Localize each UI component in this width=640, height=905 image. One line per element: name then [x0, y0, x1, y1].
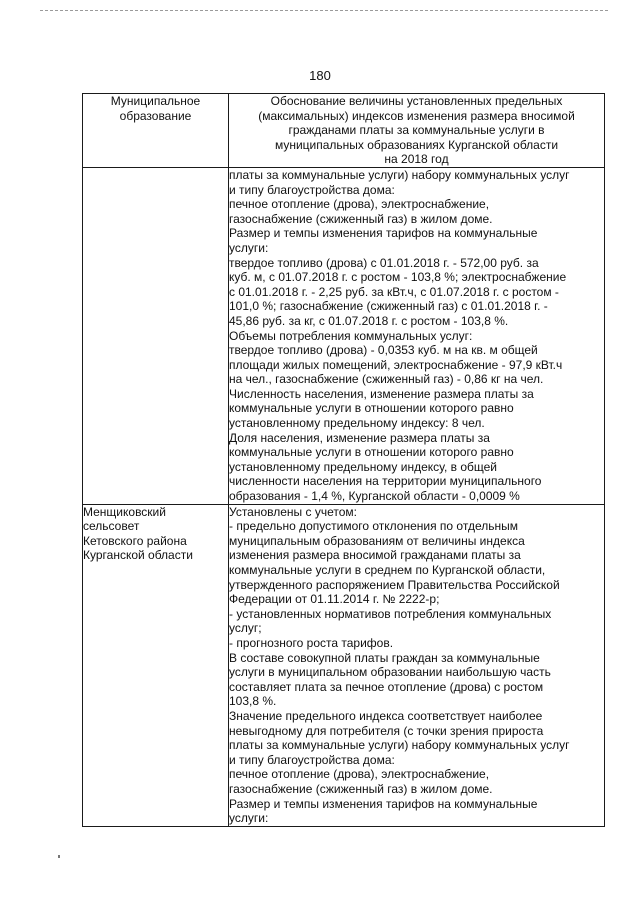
text-line: установленному предельному индексу: 8 чел. [229, 416, 485, 431]
text-line: платы за коммунальные услуги) набору коммунальных услуг [229, 167, 570, 182]
text-line: - установленных нормативов потребления коммунальных [229, 606, 552, 621]
text-line: 103,8 %. [229, 694, 277, 709]
row2-municipality-cell [83, 504, 229, 826]
page-number: 180 [309, 68, 331, 83]
text-line: услуг; [229, 621, 262, 636]
row1-justification-cell [229, 167, 605, 504]
text-line: коммунальные услуги в среднем по Курганской области, [229, 563, 546, 577]
row1-justification-text [229, 168, 604, 504]
text-line: печное отопление (дрова), электроснабжение, [229, 767, 490, 782]
text-line: Размер и темпы изменения тарифов на коммунальные [229, 796, 538, 811]
text-line: Установлены с учетом: [229, 504, 357, 519]
text-line: Кетовского района [83, 533, 187, 548]
text-line: Объемы потребления коммунальных услуг: [229, 328, 473, 343]
text-line: - прогнозного роста тарифов. [229, 635, 394, 650]
table-header-row [83, 94, 605, 168]
top-scan-rule [40, 10, 608, 11]
text-line: услуги в муниципальном образовании наибольшую часть [229, 665, 551, 680]
text-line: на 2018 год [384, 152, 449, 167]
text-line: Федерации от 01.11.2014 г. № 2222-р; [229, 592, 440, 607]
text-line: - предельно допустимого отклонения по отдельным [229, 519, 518, 534]
text-line: В составе совокупной платы граждан за коммунальные [229, 650, 540, 665]
text-line: изменения размера вносимой гражданами платы за [229, 548, 521, 563]
text-line: и типу благоустройства дома: [229, 752, 395, 767]
header-municipality-text [83, 94, 228, 123]
text-line: муниципальным образованиям от величины индекса [229, 533, 525, 548]
text-line: печное отопление (дрова), электроснабжение, [229, 197, 490, 212]
text-line: установленному предельному индексу, в общей [229, 459, 497, 474]
header-justification [229, 94, 605, 168]
text-line: утвержденного распоряжением Правительства Российской [229, 577, 560, 592]
text-line: невыгодному для потребителя (с точки зрения прироста [229, 723, 544, 738]
row2-justification-text [229, 505, 604, 826]
text-line: образование [119, 108, 192, 123]
text-line: на чел., газоснабжение (сжиженный газ) - 0,86 кг на чел. [229, 372, 544, 387]
text-line: услуги: [229, 240, 269, 255]
header-justification-text [229, 94, 604, 167]
text-line: платы за коммунальные услуги) набору коммунальных услуг [229, 738, 570, 753]
text-line: куб. м, с 01.07.2018 г. с ростом - 103,8 %; электроснабжение [229, 270, 567, 285]
indices-table [82, 93, 605, 827]
row2-municipality-text [83, 505, 228, 563]
text-line: (максимальных) индексов изменения размера вносимой [258, 108, 575, 123]
text-line: численности населения на территории муниципального [229, 474, 542, 489]
text-line: Доля населения, изменение размера платы за [229, 430, 490, 445]
table-row [83, 167, 605, 504]
text-line: Численность населения, изменение размера платы за [229, 386, 534, 401]
table-row [83, 504, 605, 826]
text-line: сельсовет [83, 519, 140, 534]
text-line: Размер и темпы изменения тарифов на коммунальные [229, 226, 538, 241]
text-line: гражданами платы за коммунальные услуги в [288, 123, 545, 138]
text-line: составляет плата за печное отопление (дрова) с ростом [229, 679, 544, 694]
text-line: образования - 1,4 %, Курганской области - 0,0009 % [229, 489, 520, 504]
text-line: газоснабжение (сжиженный газ) в жилом доме. [229, 211, 493, 226]
text-line: твердое топливо (дрова) - 0,0353 куб. м на кв. м общей [229, 343, 538, 358]
text-line: Менщиковский [83, 504, 166, 519]
text-line: площади жилых помещений, электроснабжение - 97,9 кВт.ч [229, 357, 563, 372]
text-line: с 01.01.2018 г. - 2,25 руб. за кВт.ч, с 01.07.2018 г. с ростом - [229, 284, 559, 299]
text-line: Курганской области [83, 548, 193, 563]
text-line: 45,86 руб. за кг, с 01.07.2018 г. с ростом - 103,8 %. [229, 313, 509, 328]
row2-justification-cell [229, 504, 605, 826]
row1-municipality-cell [83, 167, 229, 504]
text-line: газоснабжение (сжиженный газ) в жилом доме. [229, 781, 493, 796]
header-municipality [83, 94, 229, 168]
text-line: Обоснование величины установленных предельных [270, 94, 563, 108]
text-line: услуги: [229, 811, 269, 826]
text-line: твердое топливо (дрова) с 01.01.2018 г. - 572,00 руб. за [229, 255, 539, 270]
text-line: коммунальные услуги в отношении которого равно [229, 445, 514, 460]
scan-speck [58, 855, 60, 858]
text-line: 101,0 %; газоснабжение (сжиженный газ) с 01.01.2018 г. - [229, 299, 548, 314]
text-line: Значение предельного индекса соответствует наиболее [229, 708, 543, 723]
text-line: Муниципальное [110, 94, 201, 108]
text-line: коммунальные услуги в отношении которого равно [229, 401, 514, 416]
text-line: и типу благоустройства дома: [229, 182, 395, 197]
text-line: муниципальных образованиях Курганской области [274, 137, 559, 152]
